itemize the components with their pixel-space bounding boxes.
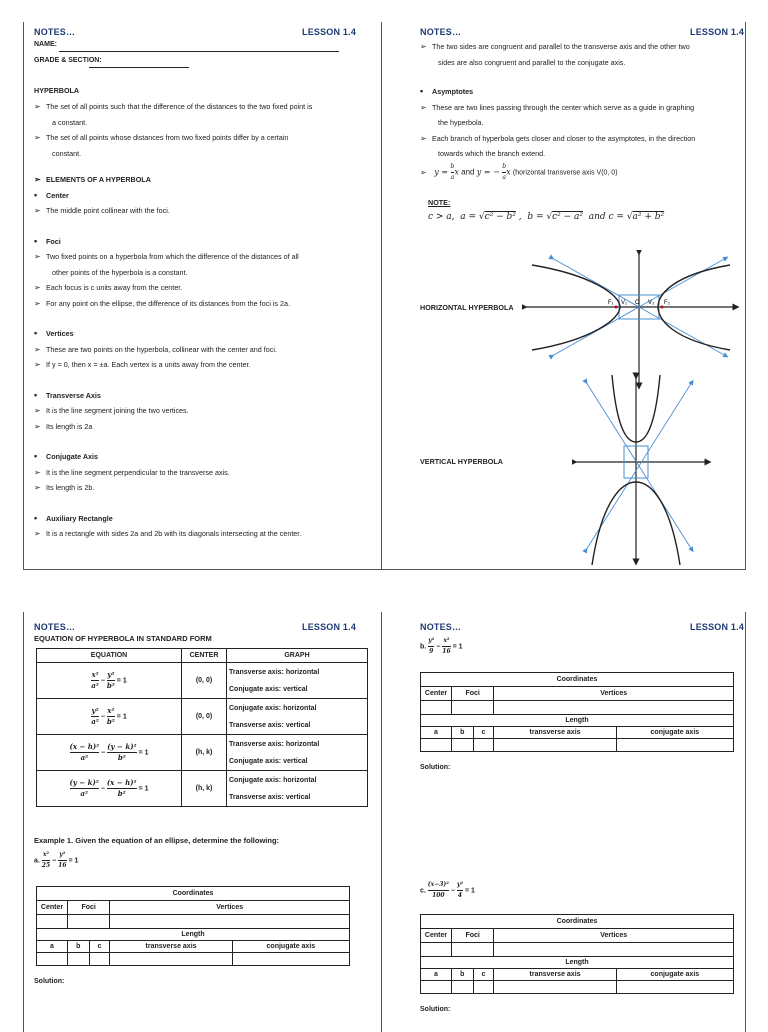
answer-table-a: Coordinates Center Foci Vertices Length a b c transverse axis conjugate axis bbox=[36, 886, 350, 966]
example-c-equation: c. $\frac{\text{(x−3)²}}{100}$ − $\frac{\text{y²}}{4}$ = 1 bbox=[420, 881, 475, 899]
example-b-equation: b. $\frac{\text{y²}}{9}$ − $\frac{\text{x²}}{16}$ = 1 bbox=[420, 637, 463, 655]
section-title: HYPERBOLA bbox=[34, 86, 80, 95]
notes-header: NOTES… bbox=[420, 622, 462, 632]
name-label: NAME: bbox=[34, 41, 57, 48]
page-2 bbox=[381, 22, 746, 570]
definition-1: ➢ The set of all points such that the difference of the distances to the two fixed point is a constant. ➢ The set of all points whose distances from two fixed points differ by a certain constant. bbox=[34, 102, 313, 158]
svg-text:F₂: F₂ bbox=[664, 300, 670, 306]
svg-text:V₂: V₂ bbox=[648, 300, 655, 306]
asymptote-formula: ➢ y = $\frac{b}{a}$ x and y = − $\frac{b}{a}$ x (horizontal transverse axis V(0, 0) bbox=[420, 163, 618, 181]
lesson-header: LESSON 1.4 bbox=[302, 622, 357, 632]
horizontal-hyperbola-label: HORIZONTAL HYPERBOLA bbox=[420, 303, 514, 312]
solution-label-b: Solution: bbox=[420, 764, 451, 771]
solution-label-c: Solution: bbox=[420, 1006, 451, 1013]
page-3 bbox=[23, 612, 382, 1032]
example-1-text: Example 1. Given the equation of an ellipse, determine the following: bbox=[34, 836, 280, 845]
note-label: NOTE: bbox=[428, 198, 451, 207]
svg-text:C: C bbox=[635, 300, 640, 306]
answer-table-c: Coordinates Center Foci Vertices Length a b c transverse axis conjugate axis bbox=[420, 914, 734, 994]
table-row: $\frac{\text{x²}}{\text{a²}}$ − $\frac{\text{y²}}{\text{b²}}$ = 1 (0, 0) Transverse axis: horizontal Conjugate axis: vertical bbox=[37, 663, 368, 699]
svg-text:V₁: V₁ bbox=[621, 300, 628, 306]
elements-list: ➢ ELEMENTS OF A HYPERBOLA • Center ➢ The middle point collinear with the foci. • Foci ➢ Two fixed points on a hyperbola from which the difference of the distances of all other points of the hyperbola is a constant. ➢ Each focus is c units away from the center. ➢ For any point on the ellipse, the difference of its distances from the foci is 2a. • Vertices ➢ These are two points on the hyperbola, collinear with the center and foci. ➢ If y = 0, then x = ±a. Each vertex is a units away from the center. • Transverse Axis ➢ It is the line segment joining the two vertices. ➢ Its length is 2a • Conjugate Axis ➢ It is the line segment perpendicular to the transverse axis. ➢ Its length is 2b. • Auxiliary Rectangle ➢ It is a rectangle with sides 2a and 2b with its diagonals intersecting at the center. bbox=[34, 175, 302, 538]
vertical-hyperbola-label: VERTICAL HYPERBOLA bbox=[420, 457, 503, 466]
grade-input-line[interactable] bbox=[89, 67, 189, 68]
col-graph: GRAPH bbox=[227, 649, 368, 663]
solution-label: Solution: bbox=[34, 978, 65, 985]
lesson-header: LESSON 1.4 bbox=[690, 27, 745, 37]
col-equation: EQUATION bbox=[37, 649, 182, 663]
table-row: $\frac{\text{(y − k)²}}{\text{a²}}$ − $\frac{\text{(x − h)²}}{\text{b²}}$ = 1 (h, k) Conjugate axis: horizontal Transverse axis: vertical bbox=[37, 771, 368, 807]
example-a-equation: a. $\frac{\text{x²}}{25}$ − $\frac{\text{y²}}{16}$ = 1 bbox=[34, 851, 79, 869]
notes-header: NOTES… bbox=[34, 622, 76, 632]
page-1 bbox=[23, 22, 382, 570]
svg-text:F₁: F₁ bbox=[608, 300, 614, 306]
notes-header: NOTES… bbox=[420, 27, 462, 37]
standard-form-table bbox=[36, 648, 368, 807]
standard-form-title: EQUATION OF HYPERBOLA IN STANDARD FORM bbox=[34, 634, 212, 643]
aux-continued: ➢ The two sides are congruent and parallel to the transverse axis and the other two sides are also congruent and parallel to the conjugate axis. bbox=[420, 42, 690, 67]
table-row: $\frac{\text{y²}}{\text{a²}}$ − $\frac{\text{x²}}{\text{b²}}$ = 1 (0, 0) Conjugate axis: horizontal Transverse axis: vertical bbox=[37, 699, 368, 735]
table-row: $\frac{\text{(x − h)²}}{\text{a²}}$ − $\frac{\text{(y − k)²}}{\text{b²}}$ = 1 (h, k) Transverse axis: horizontal Conjugate axis: vertical bbox=[37, 735, 368, 771]
lesson-header: LESSON 1.4 bbox=[690, 622, 745, 632]
col-center: CENTER bbox=[182, 649, 227, 663]
name-input-line[interactable] bbox=[59, 51, 339, 52]
horizontal-hyperbola-graph bbox=[522, 250, 740, 390]
grade-label: GRADE & SECTION: bbox=[34, 57, 102, 64]
page-4 bbox=[381, 612, 746, 1032]
answer-table-b: Coordinates Center Foci Vertices Length a b c transverse axis conjugate axis bbox=[420, 672, 734, 752]
vertical-hyperbola-graph bbox=[572, 370, 712, 568]
note-formula: c > a, a = √c² − b² , b = √c² − a² and c = √a² + b² bbox=[428, 212, 665, 222]
lesson-header: LESSON 1.4 bbox=[302, 27, 357, 37]
notes-header: NOTES… bbox=[34, 27, 76, 37]
asymptotes-list: • Asymptotes ➢ These are two lines passing through the center which serve as a guide in graphing the hyperbola. ➢ Each branch of hyperbola gets closer and closer to the asymptotes, in the direction towards which the branch extend. bbox=[420, 86, 696, 158]
